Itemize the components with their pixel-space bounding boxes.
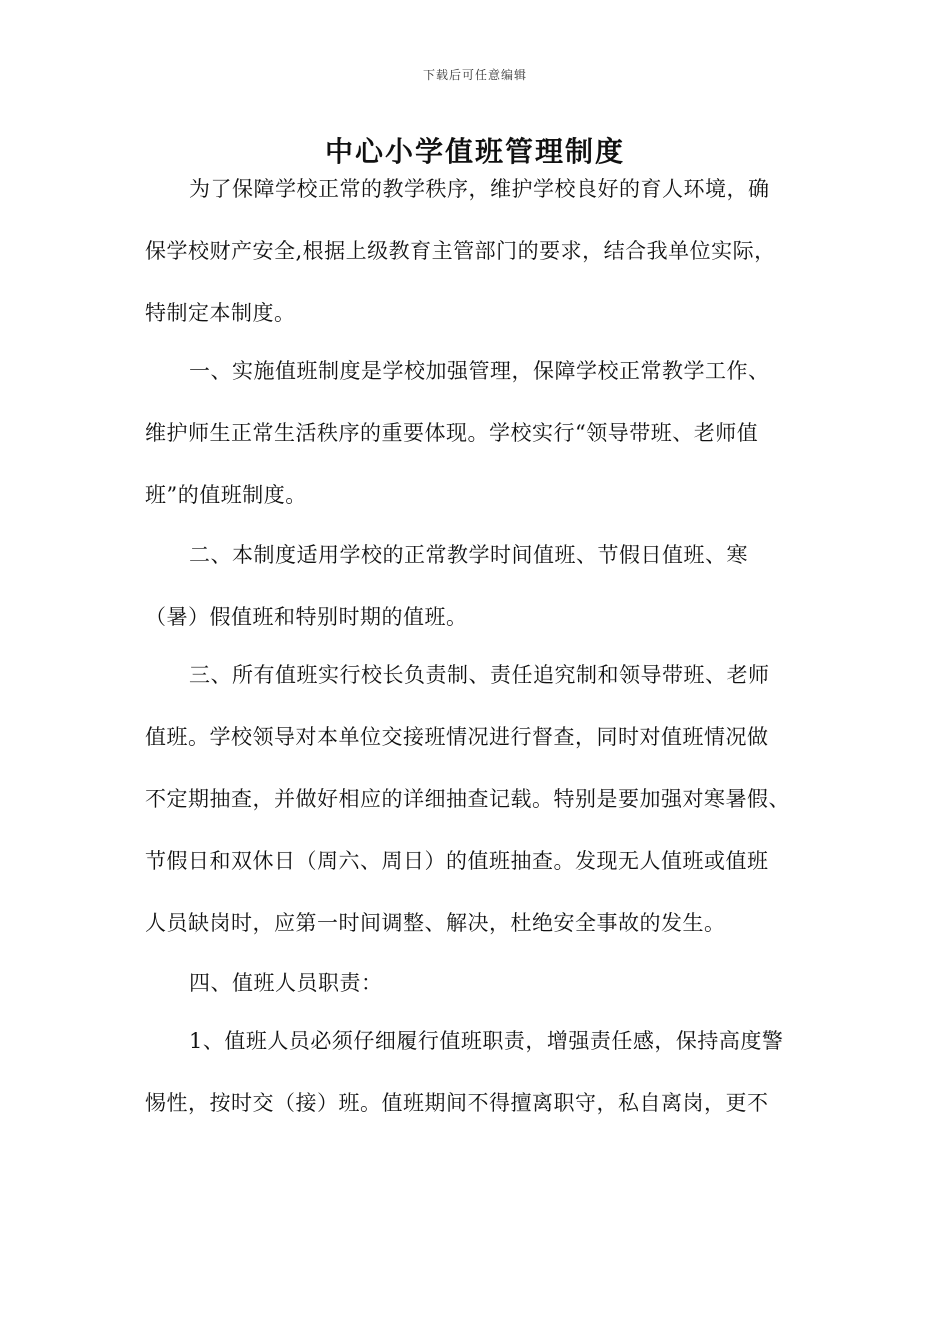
paragraph-line: 1、值班人员必须仔细履行值班职责，增强责任感，保持高度警 <box>189 1029 784 1053</box>
paragraph-line: 惕性，按时交（接）班。值班期间不得擅离职守，私自离岗，更不 <box>145 1091 769 1115</box>
paragraph-line: （暑）假值班和特别时期的值班。 <box>145 605 468 629</box>
paragraph-line: 节假日和双休日（周六、周日）的值班抽查。发现无人值班或值班 <box>145 849 769 873</box>
paragraph-line: 二、本制度适用学校的正常教学时间值班、节假日值班、寒 <box>189 543 748 567</box>
paragraph-line: 维护师生正常生活秩序的重要体现。学校实行“领导带班、老师值 <box>145 421 759 445</box>
paragraph-line: 一、实施值班制度是学校加强管理，保障学校正常教学工作、 <box>189 359 770 383</box>
paragraph-line: 保学校财产安全,根据上级教育主管部门的要求，结合我单位实际， <box>145 239 776 263</box>
paragraph-line: 人员缺岗时，应第一时间调整、解决，杜绝安全事故的发生。 <box>145 911 726 935</box>
document-title: 中心小学值班管理制度 <box>324 135 625 168</box>
paragraph-line: 四、值班人员职责： <box>189 971 383 995</box>
paragraph-line: 班”的值班制度。 <box>145 483 307 507</box>
paragraph-line: 三、所有值班实行校长负责制、责任追究制和领导带班、老师 <box>189 663 770 687</box>
paragraph-line: 不定期抽查，并做好相应的详细抽查记载。特别是要加强对寒暑假、 <box>145 787 790 811</box>
paragraph-line: 为了保障学校正常的教学秩序，维护学校良好的育人环境，确 <box>189 177 770 201</box>
header-note: 下载后可任意编辑 <box>422 68 527 82</box>
paragraph-line: 值班。学校领导对本单位交接班情况进行督查，同时对值班情况做 <box>145 725 769 749</box>
paragraph-line: 特制定本制度。 <box>145 301 296 325</box>
